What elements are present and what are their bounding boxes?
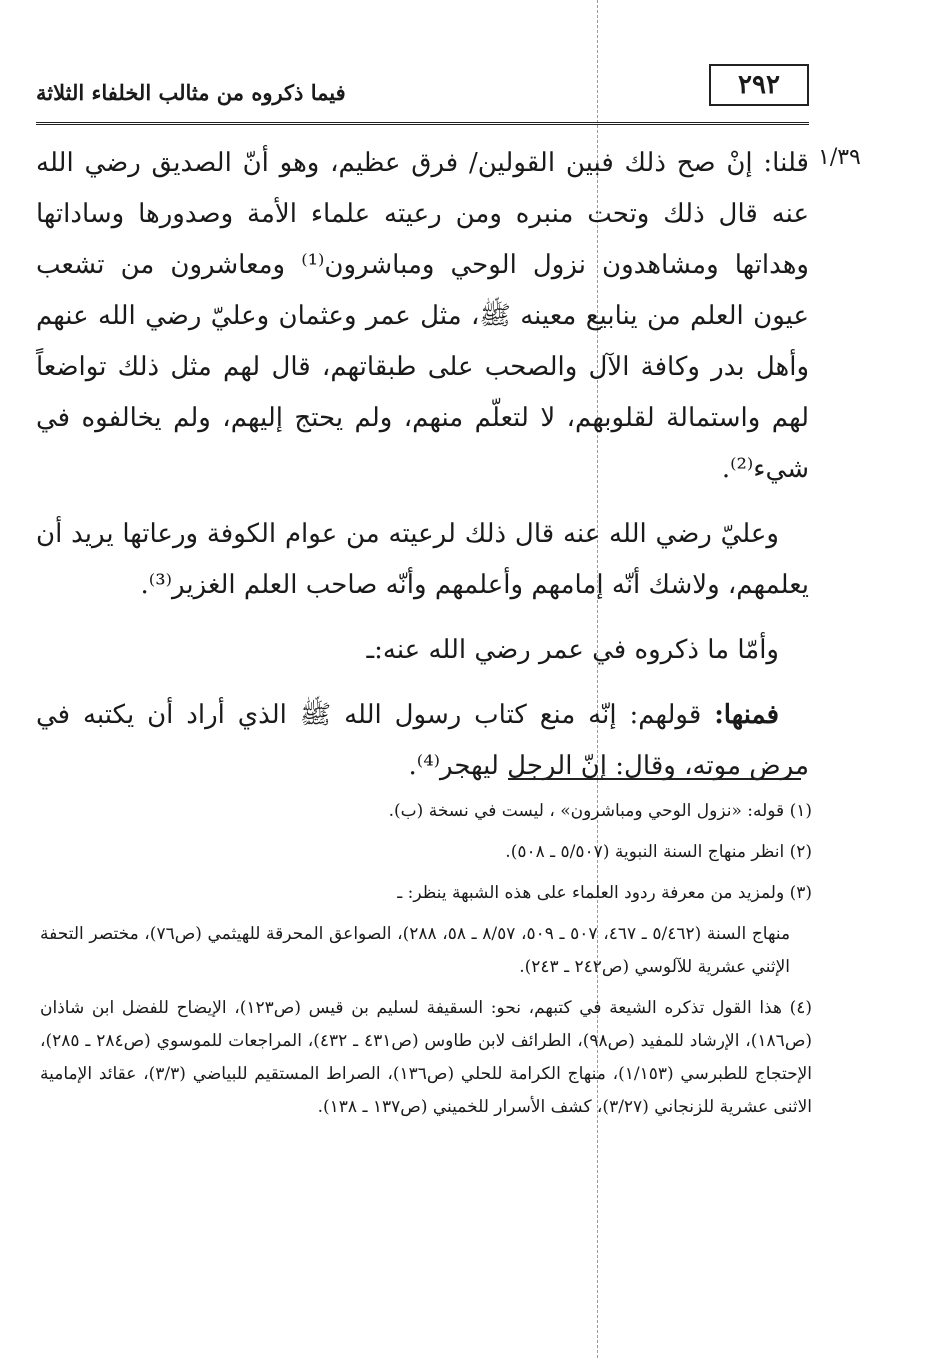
page-number: ٢٩٢	[709, 64, 809, 106]
footnote-2: (٢) انظر منهاج السنة النبوية (٥/٥٠٧ ـ ٥٠٨).	[505, 842, 812, 862]
paragraph-4	[36, 690, 809, 792]
footnotes	[40, 795, 812, 1132]
footnote-3: (٣) ولمزيد من معرفة ردود العلماء على هذه الشبهة ينظر: ـ	[397, 883, 812, 903]
paragraph-4-lead: فمنها:	[714, 700, 779, 730]
margin-folio-reference: ١/٣٩	[818, 145, 861, 170]
running-title: فيما ذكروه من مثالب الخلفاء الثلاثة	[36, 80, 346, 105]
footnote-4: (٤) هذا القول تذكره الشيعة في كتبهم، نحو: السقيفة لسليم بن قيس (ص١٢٣)، الإيضاح للفضل ابن شاذان (ص١٨٦)، الإرشاد للمفيد (ص٩٨)، الطرائف لابن طاوس (ص٤٣١ ـ ٤٣٢)، المراجعات للموسوي (ص٢٨٤ ـ ٢٨٥)، الإحتجاج للطبرسي (١/١٥٣)، منهاج الكرامة للحلي (ص١٣٦)، الصراط المستقيم للبياضي (٣/٣)، عقائد الإمامية الاثنى عشرية للزنجاني (٣/٢٧)، كشف الأسرار للخميني (ص١٣٧ ـ ١٣٨).	[40, 998, 813, 1117]
paragraph-3: وأمّا ما ذكروه في عمر رضي الله عنه:ـ	[366, 635, 779, 665]
footnote-1: (١) قوله: «نزول الوحي ومباشرون» ، ليست في نسخة (ب).	[388, 801, 812, 821]
footnote-3-continuation: منهاج السنة (٥/٤٦٢ ـ ٤٦٧، ٥٠٧ ـ ٥٠٩، ٨/٥٧ ـ ٥٨، ٢٨٨)، الصواعق المحرقة للهيثمي (ص٧٦)، مختصر التحفة الإثني عشرية للآلوسي (ص٢٤٢ ـ ٢٤٣).	[40, 924, 791, 977]
paragraph-2: وعليّ رضي الله عنه قال ذلك لرعيته من عوام الكوفة ورعاتها يريد أن يعلمهم، ولاشك أنّه إمامهم وأعلمهم وأنّه صاحب العلم الغزير⁽³⁾.	[36, 519, 809, 600]
main-text	[36, 138, 809, 806]
header-rule	[36, 122, 809, 125]
paragraph-4-text: قولهم: إنّه منع كتاب رسول الله ﷺ الذي أراد أن يكتبه في مرض موته، وقال: إنّ الرجل ليهجر⁽⁴⁾.	[36, 700, 809, 781]
footnote-separator	[508, 778, 801, 780]
page-header	[36, 62, 809, 126]
paragraph-1: قلنا: إنْ صح ذلك فبين القولين/ فرق عظيم، وهو أنّ الصديق رضي الله عنه قال ذلك وتحت منبره ومن رعيته علماء الأمة وصدورها وساداتها وهداتها ومشاهدون نزول الوحي ومباشرون⁽¹⁾ ومعاشرون من تشعب عيون العلم من ينابيع معينه ﷺ، مثل عمر وعثمان وعليّ رضي الله عنهم وأهل بدر وكافة الآل والصحب على طبقاتهم، قال لهم مثل ذلك تواضعاً لهم واستمالة لقلوبهم، لا لتعلّم منهم، ولم يحتج إليهم، ولم يخالفوه في شيء⁽²⁾.	[36, 148, 809, 484]
